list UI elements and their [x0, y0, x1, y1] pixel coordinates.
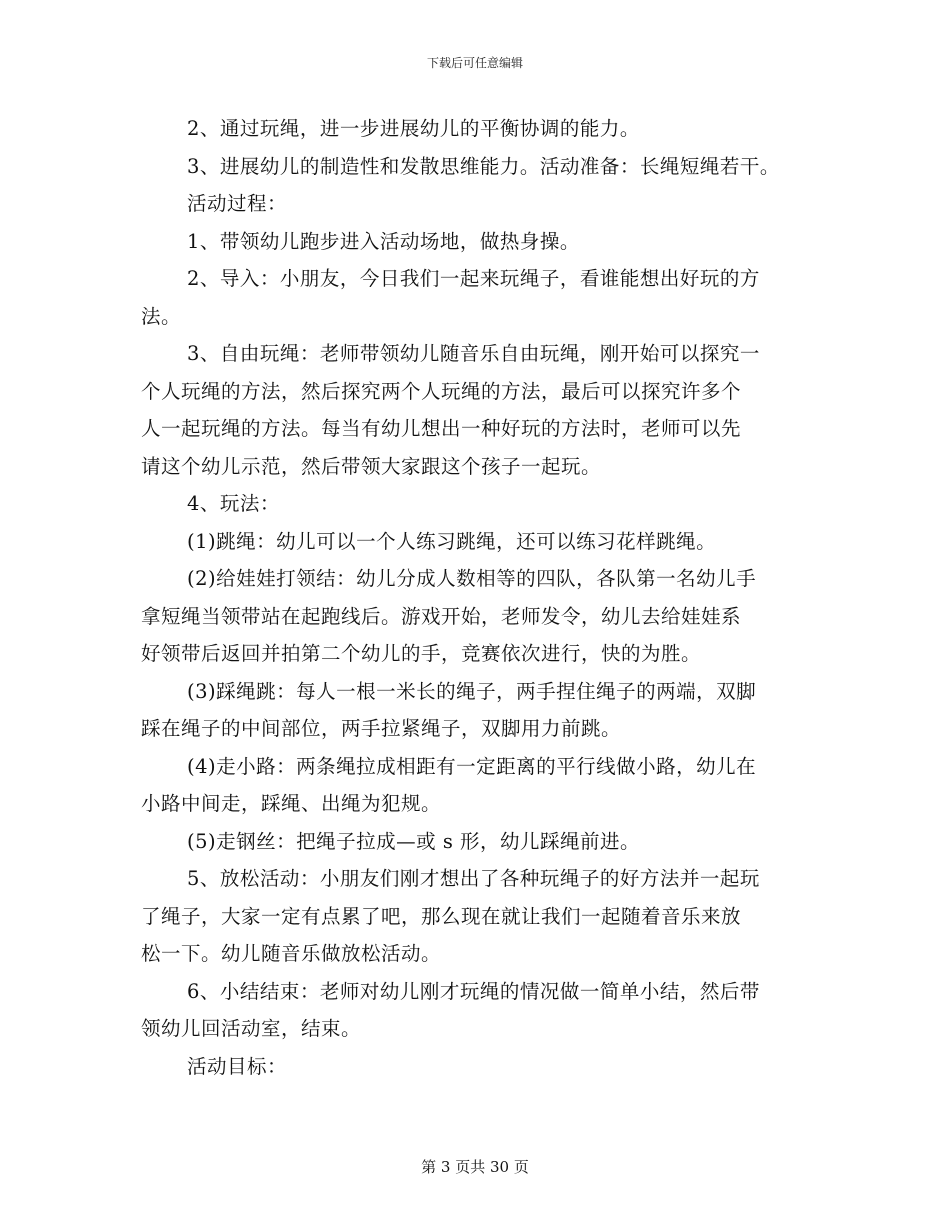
text-line: 活动过程： [187, 192, 288, 215]
text-line: 5、放松活动：小朋友们刚才想出了各种玩绳子的好方法并一起玩 [187, 867, 760, 890]
text-line: 2、通过玩绳，进一步进展幼儿的平衡协调的能力。 [187, 117, 640, 140]
page-number: 第 3 页共 30 页 [421, 1158, 529, 1176]
document-body [141, 110, 831, 1085]
text-line: 4、玩法： [187, 492, 280, 515]
text-line: 小路中间走，踩绳、出绳为犯规。 [141, 792, 442, 815]
text-line: 2、导入：小朋友，今日我们一起来玩绳子，看谁能想出好玩的方 [187, 267, 760, 290]
page-header: 下载后可任意编辑 [426, 56, 523, 70]
text-line: 松一下。幼儿随音乐做放松活动。 [141, 942, 442, 965]
text-line: 踩在绳子的中间部位，两手拉紧绳子，双脚用力前跳。 [141, 717, 622, 740]
text-line: 请这个幼儿示范，然后带领大家跟这个孩子一起玩。 [141, 454, 602, 478]
text-line: 领幼儿回活动室，结束。 [141, 1017, 362, 1040]
text-line: (2)给娃娃打领结：幼儿分成人数相等的四队，各队第一名幼儿手 [187, 567, 757, 590]
text-line: (3)踩绳跳：每人一根一米长的绳子，两手捏住绳子的两端，双脚 [187, 679, 757, 703]
text-line: 好领带后返回并拍第二个幼儿的手，竞赛依次进行，快的为胜。 [141, 642, 702, 665]
text-line: 人一起玩绳的方法。每当有幼儿想出一种好玩的方法时，老师可以先 [141, 417, 742, 440]
text-line: 1、带领幼儿跑步进入活动场地，做热身操。 [187, 229, 580, 253]
text-line: 法。 [141, 304, 182, 328]
text-line: (1)跳绳：幼儿可以一个人练习跳绳，还可以练习花样跳绳。 [187, 529, 717, 553]
text-line: 6、小结结束：老师对幼儿刚才玩绳的情况做一简单小结，然后带 [187, 979, 760, 1003]
text-line: 拿短绳当领带站在起跑线后。游戏开始，老师发令，幼儿去给娃娃系 [141, 604, 742, 628]
text-line: 活动目标： [187, 1054, 288, 1078]
text-line: 个人玩绳的方法，然后探究两个人玩绳的方法，最后可以探究许多个 [141, 379, 742, 403]
text-line: 3、进展幼儿的制造性和发散思维能力。活动准备：长绳短绳若干。 [187, 154, 780, 178]
text-line: (5)走钢丝：把绳子拉成—或 s 形，幼儿踩绳前进。 [187, 829, 641, 853]
text-line: 3、自由玩绳：老师带领幼儿随音乐自由玩绳，刚开始可以探究一 [187, 342, 760, 365]
text-line: 了绳子，大家一定有点累了吧，那么现在就让我们一起随着音乐来放 [141, 904, 742, 928]
text-line: (4)走小路：两条绳拉成相距有一定距离的平行线做小路，幼儿在 [187, 754, 757, 778]
